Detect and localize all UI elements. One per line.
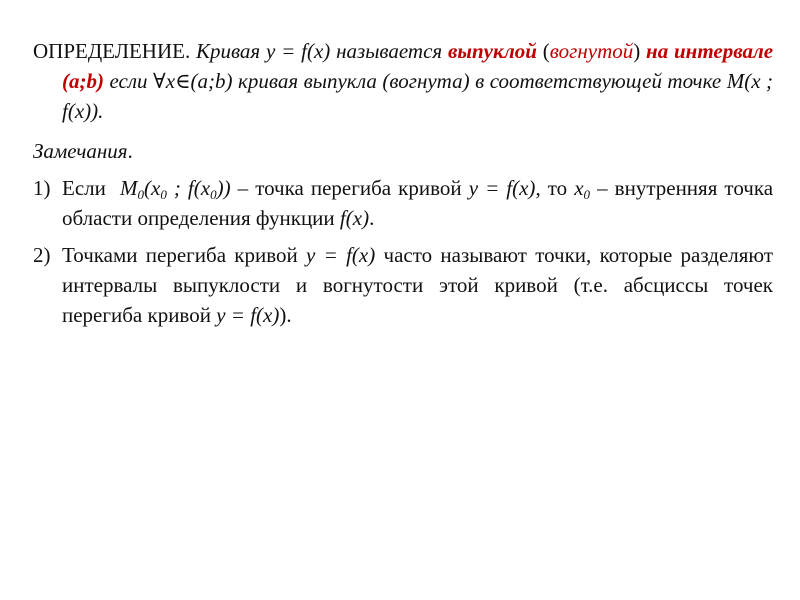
definition-at-point: в соответствующей точке bbox=[475, 69, 722, 93]
list-item-text bbox=[62, 240, 773, 330]
item1-point-args-sub: 0 bbox=[160, 187, 167, 202]
list-item bbox=[33, 240, 773, 330]
item1-if: Если bbox=[62, 176, 106, 200]
item1-point-M-sub: 0 bbox=[137, 187, 144, 202]
definition-curve-concave: (вогнута) bbox=[382, 69, 470, 93]
item1-point-M-letter: M bbox=[119, 176, 138, 200]
definition-paren-close: ) bbox=[633, 39, 641, 63]
item1-x0 bbox=[574, 176, 590, 200]
slide-content bbox=[33, 36, 773, 330]
notes-title: Замечания bbox=[33, 139, 128, 163]
item2-end: ). bbox=[279, 303, 292, 327]
item1-x0-letter: x bbox=[574, 176, 584, 200]
item1-function-y: y = f(x) bbox=[468, 176, 536, 200]
definition-word-called: называется bbox=[336, 39, 443, 63]
definition-forall: ∀x∈(a;b) bbox=[153, 69, 233, 93]
item1-text-1: – точка перегиба кривой bbox=[237, 176, 462, 200]
definition-interval: (a;b) bbox=[62, 69, 104, 93]
item1-point-args-sub2: 0 bbox=[210, 187, 217, 202]
item1-point-M bbox=[120, 176, 144, 200]
notes-heading bbox=[33, 136, 773, 166]
item2-text-1: Точками перегиба кривой bbox=[62, 243, 298, 267]
item2-function-y-2: y = f(x) bbox=[216, 303, 280, 327]
definition-function-y: y = f(x) bbox=[266, 39, 331, 63]
list-item-text bbox=[62, 173, 773, 233]
item1-point-args bbox=[144, 176, 231, 200]
definition-paren-open: ( bbox=[542, 39, 550, 63]
definition-term-concave: вогнутой bbox=[549, 39, 634, 63]
item1-text-2: , то bbox=[535, 176, 568, 200]
notes-title-dot: . bbox=[127, 139, 133, 163]
item1-text-3: – внутренняя точка области определения функции bbox=[62, 176, 774, 230]
item1-x0-sub: 0 bbox=[583, 187, 591, 202]
item2-function-y: y = f(x) bbox=[306, 243, 376, 267]
list-item-number: 1) bbox=[33, 176, 51, 200]
definition-word-curve: Кривая bbox=[196, 39, 261, 63]
item1-end: . bbox=[369, 206, 375, 230]
definition-if: если bbox=[109, 69, 148, 93]
definition-term-convex: выпуклой bbox=[448, 39, 537, 63]
list-item-number: 2) bbox=[33, 243, 51, 267]
definition-on-interval: на интервале bbox=[646, 39, 774, 63]
item1-point-args-c: )) bbox=[216, 176, 231, 200]
item1-point-args-b: ; f(x bbox=[166, 176, 211, 200]
definition-point: M(x ; f(x)). bbox=[62, 69, 774, 123]
item1-point-args-a: (x bbox=[143, 176, 161, 200]
item1-function-f: f(x) bbox=[339, 206, 370, 230]
definition-curve-convex: кривая выпукла bbox=[238, 69, 377, 93]
definition-label: ОПРЕДЕЛЕНИЕ. bbox=[33, 39, 191, 63]
list-item bbox=[33, 173, 773, 233]
item2-text-2: часто называют точки, которые разделяют интервалы выпуклости и вогнутости этой кривой (т.е. абсциссы точек перегиба кривой bbox=[62, 243, 774, 327]
definition-paragraph bbox=[33, 36, 773, 126]
